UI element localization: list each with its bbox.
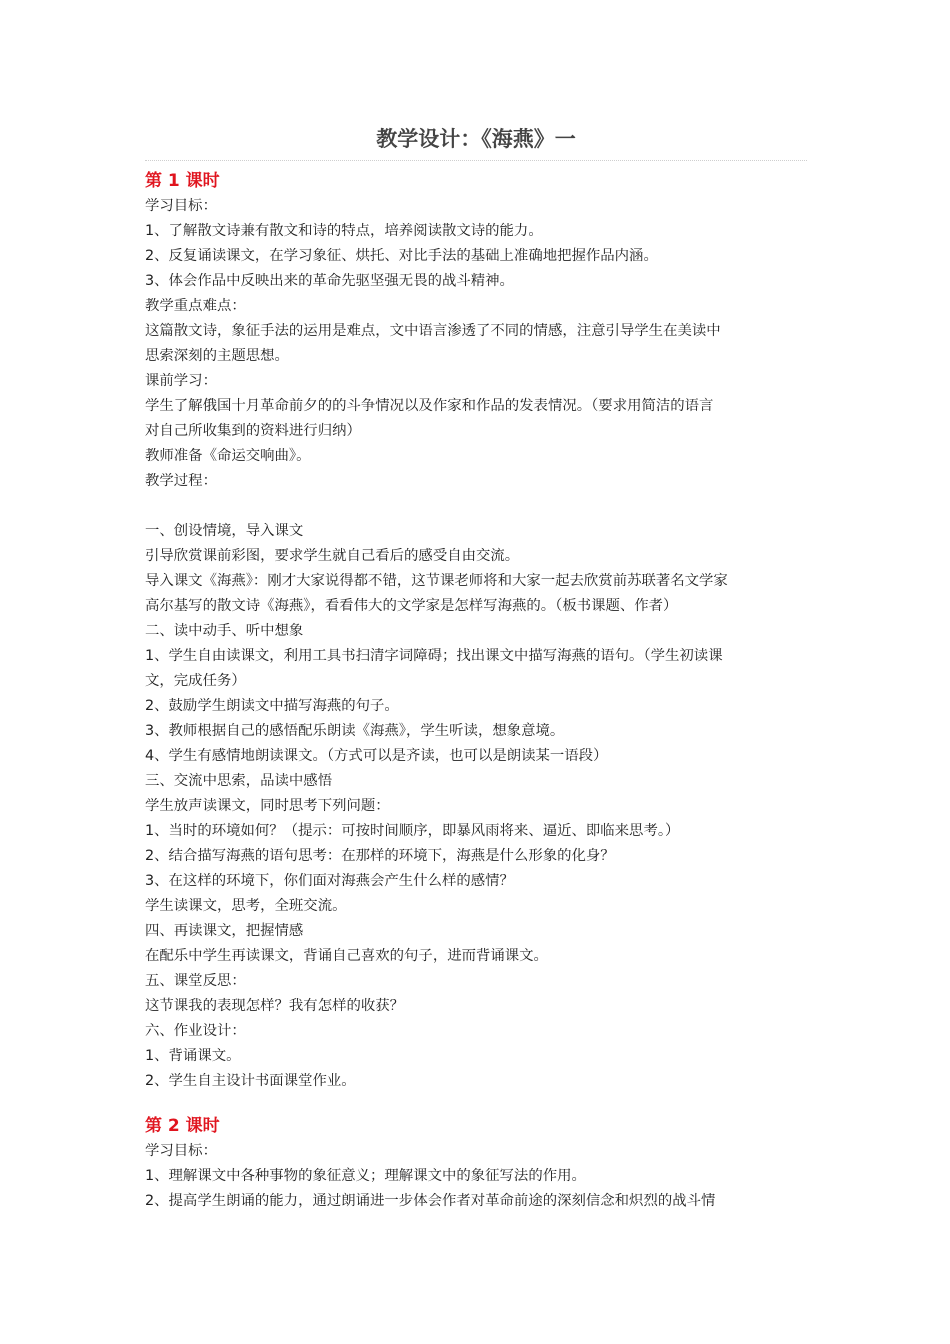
- text-line: 2、学生自主设计书面课堂作业。: [145, 1073, 356, 1089]
- text-line: 课前学习：: [145, 373, 217, 389]
- text-line: 对自己所收集到的资料进行归纳）: [145, 423, 361, 439]
- text-line: 学生读课文，思考，全班交流。: [145, 898, 347, 914]
- lesson-1-intro: [145, 194, 807, 494]
- text-line: 学习目标：: [145, 198, 217, 214]
- text-line: 四、再读课文，把握情感: [145, 923, 304, 939]
- text-line: 思索深刻的主题思想。: [145, 348, 289, 364]
- text-line: 这篇散文诗，象征手法的运用是难点，文中语言渗透了不同的情感，注意引导学生在美读中: [145, 323, 721, 339]
- text-line: 2、鼓励学生朗读文中描写海燕的句子。: [145, 698, 399, 714]
- text-line: 1、学生自由读课文，利用工具书扫清字词障碍；找出课文中描写海燕的语句。（学生初读课: [145, 648, 723, 664]
- text-line: 1、理解课文中各种事物的象征意义；理解课文中的象征写法的作用。: [145, 1168, 586, 1184]
- document-title: 教学设计：《海燕》一: [376, 127, 576, 151]
- text-line: 高尔基写的散文诗《海燕》，看看伟大的文学家是怎样写海燕的。（板书课题、作者）: [145, 598, 678, 614]
- text-line: 3、教师根据自己的感悟配乐朗读《海燕》，学生听读，想象意境。: [145, 723, 565, 739]
- text-line: 2、结合描写海燕的语句思考：在那样的环境下，海燕是什么形象的化身？: [145, 848, 615, 864]
- text-line: 教学重点难点：: [145, 298, 246, 314]
- text-line: 导入课文《海燕》：刚才大家说得都不错，这节课老师将和大家一起去欣赏前苏联著名文学家: [145, 573, 728, 589]
- text-line: 学习目标：: [145, 1143, 217, 1159]
- text-line: 学生放声读课文，同时思考下列问题：: [145, 798, 390, 814]
- blank-line: [145, 494, 807, 519]
- text-line: 4、学生有感情地朗读课文。（方式可以是齐读，也可以是朗读某一语段）: [145, 748, 608, 764]
- text-line: 六、作业设计：: [145, 1023, 246, 1039]
- text-line: 3、在这样的环境下，你们面对海燕会产生什么样的感情？: [145, 873, 514, 889]
- text-line: 2、提高学生朗诵的能力，通过朗诵进一步体会作者对革命前途的深刻信念和炽烈的战斗情: [145, 1193, 716, 1209]
- text-line: 1、了解散文诗兼有散文和诗的特点，培养阅读散文诗的能力。: [145, 223, 543, 239]
- text-line: 2、反复诵读课文，在学习象征、烘托、对比手法的基础上准确地把握作品内涵。: [145, 248, 658, 264]
- text-line: 三、交流中思索，品读中感悟: [145, 773, 333, 789]
- text-line: 五、课堂反思：: [145, 973, 246, 989]
- lesson-1-section: [145, 169, 807, 1094]
- text-line: 学生了解俄国十月革命前夕的的斗争情况以及作家和作品的发表情况。（要求用简洁的语言: [145, 398, 714, 414]
- title-divider: [145, 160, 807, 161]
- text-line: 这节课我的表现怎样？我有怎样的收获？: [145, 998, 405, 1014]
- lesson-1-process: [145, 519, 807, 1094]
- text-line: 教师准备《命运交响曲》。: [145, 448, 311, 464]
- text-line: 1、背诵课文。: [145, 1048, 241, 1064]
- lesson-2-heading: 第 2 课时: [145, 1116, 220, 1136]
- text-line: 教学过程：: [145, 473, 217, 489]
- text-line: 引导欣赏课前彩图，要求学生就自己看后的感受自由交流。: [145, 548, 520, 564]
- text-line: 1、当时的环境如何？（提示：可按时间顺序，即暴风雨将来、逼近、即临来思考。）: [145, 823, 680, 839]
- text-line: 二、读中动手、听中想象: [145, 623, 304, 639]
- lesson-1-heading: 第 1 课时: [145, 171, 220, 191]
- text-line: 3、体会作品中反映出来的革命先驱坚强无畏的战斗精神。: [145, 273, 514, 289]
- text-line: 在配乐中学生再读课文，背诵自己喜欢的句子，进而背诵课文。: [145, 948, 548, 964]
- text-line: 文，完成任务）: [145, 673, 246, 689]
- lesson-2-section: [145, 1114, 807, 1214]
- document-page: [145, 120, 807, 1214]
- text-line: 一、创设情境，导入课文: [145, 523, 304, 539]
